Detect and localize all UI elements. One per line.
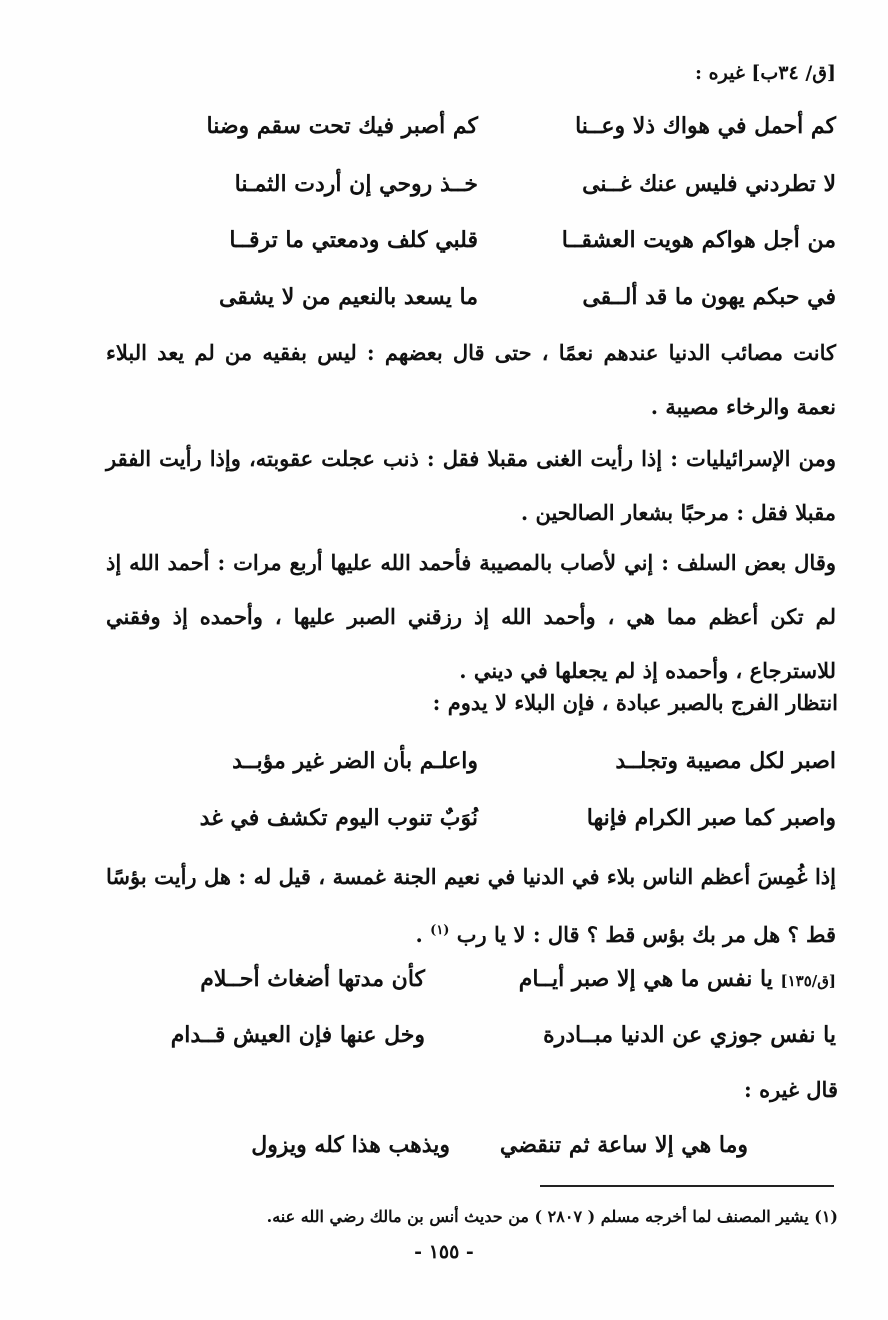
poem-hemistich: قلبي كلف ودمعتي ما ترقــا (229, 227, 478, 253)
poem-hemistich: ما يسعد بالنعيم من لا يشقى (218, 284, 478, 310)
poem-hemistich: كأن مدتها أضغاث أحــلام (200, 966, 425, 992)
page-number: - ١٥٥ - (414, 1241, 474, 1263)
poem-hemistich: لا تطردني فليس عنك غــنى (582, 171, 836, 197)
poem-hemistich: يا نفس جوزي عن الدنيا مبــادرة (543, 1022, 836, 1048)
poem-hemistich: في حبكم يهون ما قد ألــقى (582, 284, 836, 310)
poem-hemistich: وما هي إلا ساعة ثم تنقضي (499, 1132, 748, 1158)
poem-hemistich: من أجل هواكم هويت العشقــا (561, 227, 836, 253)
hemistich-text: يا نفس ما هي إلا صبر أيــام (518, 966, 773, 992)
poem-hemistich: كم أصبر فيك تحت سقم وضنا (206, 113, 478, 139)
paragraph: وقال بعض السلف : إني لأصاب بالمصيبة فأحمد الله عليها أربع مرات : أحمد الله إذ لم تكن أعظم مما هي ، وأحمد الله إذ رزقني الصبر عليها ، وأحمده إذ وفقني للاسترجاع ، وأحمده إذ لم يجعلها في ديني . (106, 550, 836, 683)
poem-hemistich: كم أحمل في هواك ذلا وعــنا (575, 113, 836, 139)
footnote-divider (540, 1185, 834, 1187)
paragraph (106, 850, 836, 962)
paragraph: ومن الإسرائيليات : إذا رأيت الغنى مقبلا فقل : ذنب عجلت عقوبته، وإذا رأيت الفقر مقبلا فقل : مرحبًا بشعار الصالحين . (106, 446, 836, 525)
attribution: قال غيره : (744, 1077, 838, 1102)
poem-hemistich: خــذ روحي إن أردت الثمـنا (234, 171, 478, 197)
poem-hemistich: اصبر لكل مصيبة وتجلــد (615, 748, 836, 774)
poem-hemistich: وخل عنها فإن العيش قــدام (170, 1022, 425, 1048)
poem-hemistich: ويذهب هذا كله ويزول (251, 1132, 450, 1158)
poem-hemistich: نُوَبٌ تنوب اليوم تكشف في غد (199, 805, 478, 831)
paragraph: كانت مصائب الدنيا عندهم نعمًا ، حتى قال بعضهم : ليس بفقيه من لم يعد البلاء نعمة والرخاء مصيبة . (106, 340, 836, 419)
footnote: (١) يشير المصنف لما أخرجه مسلم ( ٢٨٠٧ ) من حديث أنس بن مالك رضي الله عنه. (266, 1207, 838, 1226)
poem-hemistich: واصبر كما صبر الكرام فإنها (586, 805, 836, 831)
poem-hemistich (518, 966, 836, 992)
manuscript-ref: [ق/١٣٥] (780, 972, 836, 990)
poem-hemistich: واعلـم بأن الضر غير مؤبــد (232, 748, 478, 774)
section-header: [ق/ ٣٤ب] غيره : (695, 62, 836, 84)
paragraph-text: إذا غُمِسَ أعظم الناس بلاء في الدنيا في نعيم الجنة غمسة ، قيل له : هل رأيت بؤسًا قط ؟ هل مر بك بؤس قط ؟ قال : لا يا رب (106, 864, 836, 947)
paragraph-end: . (415, 922, 423, 947)
section-heading: انتظار الفرج بالصبر عبادة ، فإن البلاء لا يدوم : (432, 690, 838, 715)
footnote-marker[interactable]: (١) (430, 923, 450, 938)
